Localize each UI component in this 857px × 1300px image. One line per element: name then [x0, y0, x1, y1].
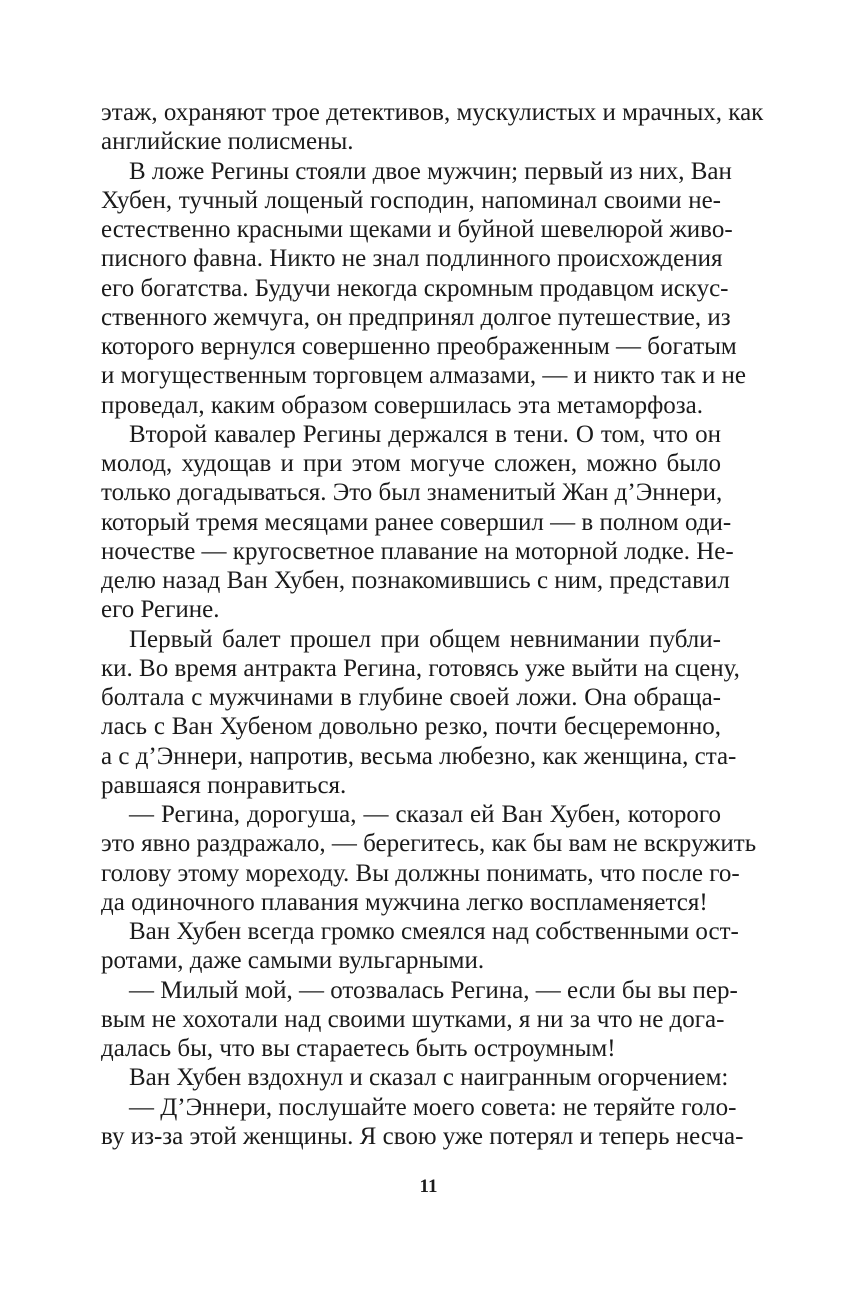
- text-line: — Регина, дорогуша, — сказал ей Ван Хубен, которого: [129, 801, 721, 828]
- text-line: вым не хохотали над своими шутками, я ни за что не дога-: [101, 1005, 725, 1033]
- text-line: Первый балет прошел при общем невнимании публи-: [129, 625, 721, 653]
- text-line: которого вернулся совершенно преображенным — богатым: [101, 333, 737, 360]
- page-number: 11: [419, 1176, 438, 1197]
- text-line: этаж, охраняют трое детективов, мускулистых и мрачных, как: [101, 99, 764, 126]
- text-line: ротами, даже самыми вульгарными.: [101, 947, 485, 975]
- text-line: далась бы, что вы стараетесь быть остроумным!: [101, 1035, 616, 1062]
- text-line: только догадываться. Это был знаменитый Жан д’Эннери,: [101, 479, 723, 507]
- text-line: да одиночного плавания мужчина легко воспламеняется!: [101, 888, 708, 916]
- text-line: и могущественным торговцем алмазами, — и никто так и не: [101, 362, 746, 390]
- text-line: естественно красными щеками и буйной шевелюрой живо-: [101, 216, 733, 243]
- text-line: делю назад Ван Хубен, познакомившись с ним, представил: [101, 567, 730, 594]
- text-line: ву из-за этой женщины. Я свою уже потерял и теперь несча-: [101, 1122, 744, 1150]
- text-line: писного фавна. Никто не знал подлинного происхождения: [101, 245, 723, 273]
- text-line: Второй кавалер Регины держался в тени. О том, что он: [129, 420, 721, 448]
- text-line: лась с Ван Хубеном довольно резко, почти бесцеремонно,: [101, 713, 721, 741]
- text-line: болтала с мужчинами в глубине своей ложи. Она обраща-: [101, 684, 721, 711]
- text-line: проведал, каким образом совершилась эта метаморфоза.: [101, 391, 704, 419]
- text-line: — Д’Эннери, послушайте моего совета: не теряйте голо-: [129, 1093, 737, 1121]
- text-line: который тремя месяцами ранее совершил — в полном оди-: [101, 508, 732, 536]
- text-line: — Милый мой, — отозвалась Регина, — если бы вы пер-: [129, 976, 738, 1004]
- body-text: [101, 98, 764, 1151]
- text-line: английские полисмены.: [101, 128, 354, 156]
- text-line: В ложе Регины стояли двое мужчин; первый из них, Ван: [129, 157, 732, 185]
- text-line: ночестве — кругосветное плавание на моторной лодке. Не-: [101, 537, 734, 565]
- text-line: ственного жемчуга, он предпринял долгое путешествие, из: [101, 303, 731, 331]
- text-line: ки. Во время антракта Регина, готовясь уже выйти на сцену,: [101, 654, 740, 682]
- text-line: Ван Хубен всегда громко смеялся над собственными ост-: [129, 918, 739, 945]
- text-line: Хубен, тучный лощеный господин, напоминал своими не-: [101, 186, 721, 214]
- text-line: его богатства. Будучи некогда скромным продавцом искус-: [101, 274, 729, 302]
- text-line: его Регине.: [101, 596, 220, 624]
- text-line: это явно раздражало, — берегитесь, как бы вам не вскружить: [101, 830, 757, 858]
- text-line: а с д’Эннери, напротив, весьма любезно, как женщина, ста-: [101, 742, 737, 770]
- text-line: равшаяся понравиться.: [101, 771, 347, 799]
- text-line: голову этому мореходу. Вы должны понимать, что после го-: [101, 859, 740, 887]
- text-line: Ван Хубен вздохнул и сказал с наигранным огорчением:: [129, 1064, 729, 1092]
- text-line: молод, худощав и при этом могуче сложен, можно было: [101, 450, 721, 477]
